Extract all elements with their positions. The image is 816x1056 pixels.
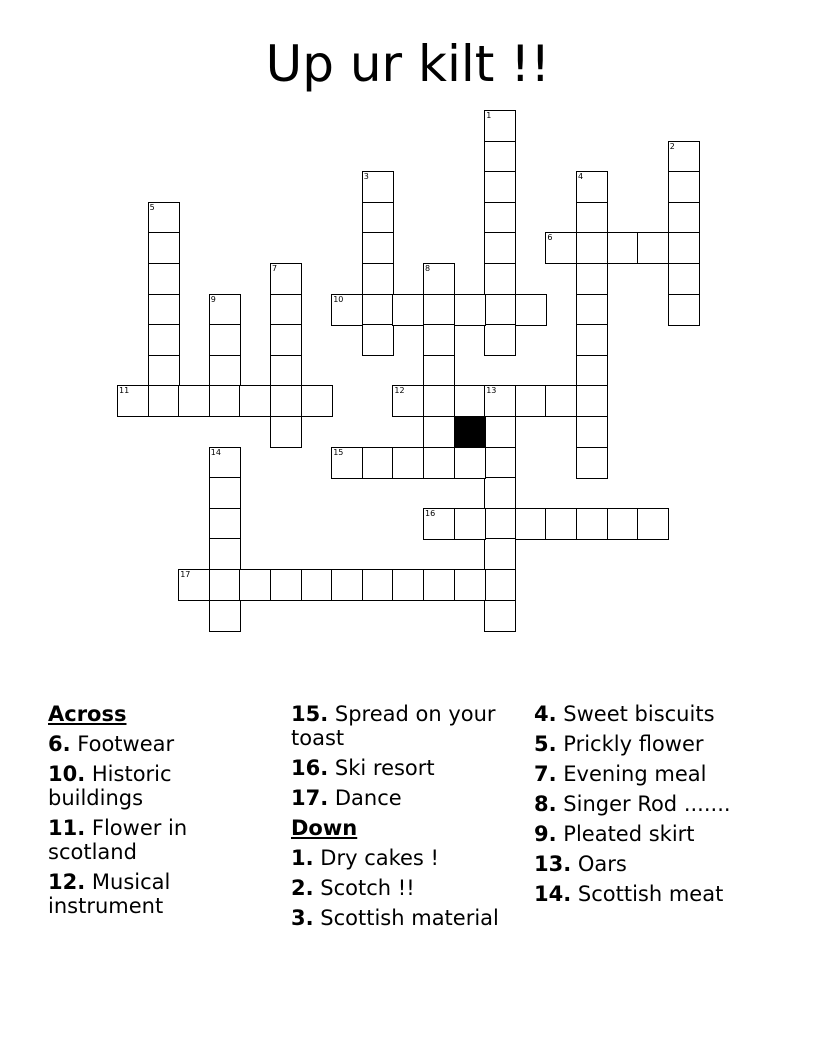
- clues-column-1: [48, 702, 273, 924]
- clues-column-2: [291, 702, 516, 936]
- grid-cell[interactable]: [362, 447, 394, 479]
- grid-cell[interactable]: [239, 385, 271, 417]
- grid-cell[interactable]: [454, 385, 486, 417]
- clue-number-9: 9: [210, 294, 216, 304]
- grid-cell[interactable]: [209, 508, 241, 540]
- grid-cell[interactable]: [331, 569, 363, 601]
- grid-cell[interactable]: [148, 324, 180, 356]
- grid-cell[interactable]: [423, 324, 455, 356]
- grid-cell[interactable]: [484, 232, 516, 264]
- grid-cell[interactable]: [484, 263, 516, 295]
- grid-cell[interactable]: [484, 171, 516, 203]
- grid-cell[interactable]: [362, 232, 394, 264]
- grid-cell[interactable]: [209, 569, 241, 601]
- grid-cell[interactable]: [362, 569, 394, 601]
- grid-cell[interactable]: [362, 263, 394, 295]
- grid-cell[interactable]: [423, 569, 455, 601]
- clue-down-4: 4. Sweet biscuits: [534, 702, 715, 726]
- grid-cell[interactable]: [270, 294, 302, 326]
- clue-number-4: 4: [578, 172, 584, 182]
- grid-cell[interactable]: [484, 508, 516, 540]
- grid-cell[interactable]: [576, 355, 608, 387]
- grid-cell[interactable]: [576, 508, 608, 540]
- grid-cell[interactable]: [209, 385, 241, 417]
- grid-cell[interactable]: [576, 385, 608, 417]
- puzzle-title: Up ur kilt !!: [265, 35, 551, 93]
- clue-number-15: 15: [333, 447, 344, 457]
- grid-cell[interactable]: [423, 447, 455, 479]
- grid-cell[interactable]: [423, 294, 455, 326]
- grid-cell[interactable]: [148, 263, 180, 295]
- clue-down-1: 1. Dry cakes !: [291, 846, 439, 870]
- clue-number-1: 1: [486, 111, 492, 120]
- grid-cell[interactable]: [148, 355, 180, 387]
- grid-cell[interactable]: [668, 294, 700, 326]
- grid-cell[interactable]: [545, 385, 577, 417]
- grid-cell[interactable]: [515, 508, 547, 540]
- grid-cell[interactable]: [392, 569, 424, 601]
- grid-cell[interactable]: [484, 538, 516, 570]
- clue-number-12: 12: [394, 386, 405, 396]
- grid-cell[interactable]: [148, 385, 180, 417]
- clue-down-7: 7. Evening meal: [534, 762, 707, 786]
- grid-cell[interactable]: [576, 263, 608, 295]
- grid-cell[interactable]: [515, 385, 547, 417]
- grid-cell[interactable]: [576, 232, 608, 264]
- clue-number-6: 6: [547, 233, 553, 243]
- grid-cell[interactable]: [270, 385, 302, 417]
- clue-number-11: 11: [119, 386, 130, 396]
- clue-down-5: 5. Prickly flower: [534, 732, 704, 756]
- clues-column-3: [534, 702, 759, 912]
- clue-across-17: 17. Dance: [291, 786, 402, 810]
- clue-number-10: 10: [333, 294, 344, 304]
- grid-cell[interactable]: [484, 569, 516, 601]
- grid-cell[interactable]: [484, 141, 516, 173]
- grid-cell[interactable]: [454, 508, 486, 540]
- grid-cell[interactable]: [209, 477, 241, 509]
- down-heading: Down: [291, 816, 358, 840]
- grid-cell[interactable]: [270, 355, 302, 387]
- clue-down-2: 2. Scotch !!: [291, 876, 415, 900]
- grid-cell[interactable]: [454, 294, 486, 326]
- grid-cell[interactable]: [209, 538, 241, 570]
- clue-number-5: 5: [149, 202, 155, 212]
- grid-cell[interactable]: [484, 324, 516, 356]
- clue-number-16: 16: [425, 508, 436, 518]
- grid-cell[interactable]: [178, 385, 210, 417]
- grid-cell[interactable]: [484, 477, 516, 509]
- grid-cell[interactable]: [362, 324, 394, 356]
- grid-cell[interactable]: [270, 569, 302, 601]
- grid-cell[interactable]: [423, 355, 455, 387]
- grid-cell[interactable]: [637, 232, 669, 264]
- clue-down-3: 3. Scottish material: [291, 906, 499, 930]
- grid-cell[interactable]: [576, 294, 608, 326]
- clue-down-14: 14. Scottish meat: [534, 882, 724, 906]
- grid-cell[interactable]: [209, 324, 241, 356]
- grid-cell[interactable]: [301, 569, 333, 601]
- grid-cell[interactable]: [454, 447, 486, 479]
- grid-cell[interactable]: [148, 232, 180, 264]
- grid-cell[interactable]: [239, 569, 271, 601]
- grid-cell[interactable]: [301, 385, 333, 417]
- black-square: [454, 416, 486, 448]
- grid-cell[interactable]: [362, 294, 394, 326]
- grid-cell[interactable]: [392, 294, 424, 326]
- grid-cell[interactable]: [484, 294, 516, 326]
- grid-cell[interactable]: [362, 202, 394, 234]
- grid-cell[interactable]: [668, 171, 700, 203]
- grid-cell[interactable]: [484, 202, 516, 234]
- clue-across-6: 6. Footwear: [48, 732, 175, 756]
- clue-number-17: 17: [180, 570, 191, 579]
- grid-cell[interactable]: [576, 324, 608, 356]
- clue-number-8: 8: [425, 264, 431, 273]
- grid-cell[interactable]: [607, 508, 639, 540]
- grid-cell[interactable]: [607, 232, 639, 264]
- clue-number-3: 3: [363, 172, 369, 182]
- grid-cell[interactable]: [423, 385, 455, 417]
- clue-number-13: 13: [486, 386, 497, 396]
- grid-cell[interactable]: [392, 447, 424, 479]
- grid-cell[interactable]: [668, 263, 700, 295]
- clue-number-14: 14: [210, 447, 221, 457]
- clue-number-2: 2: [669, 141, 675, 151]
- grid-cell[interactable]: [637, 508, 669, 540]
- grid-cell[interactable]: [668, 202, 700, 234]
- clue-across-12: 12. Musical instrument: [48, 870, 171, 918]
- grid-cell[interactable]: [209, 355, 241, 387]
- grid-cell[interactable]: [545, 508, 577, 540]
- grid-cell[interactable]: [576, 447, 608, 479]
- grid-cell[interactable]: [209, 600, 241, 632]
- grid-cell[interactable]: [668, 232, 700, 264]
- grid-cell[interactable]: [454, 569, 486, 601]
- grid-cell[interactable]: [270, 324, 302, 356]
- clue-number-7: 7: [272, 264, 278, 273]
- grid-cell[interactable]: [515, 294, 547, 326]
- clue-across-15: 15. Spread on your toast: [291, 702, 496, 750]
- across-heading: Across: [48, 702, 127, 726]
- clue-down-8: 8. Singer Rod .......: [534, 792, 731, 816]
- clue-across-11: 11. Flower in scotland: [48, 816, 188, 864]
- clue-across-16: 16. Ski resort: [291, 756, 435, 780]
- grid-cell[interactable]: [484, 447, 516, 479]
- grid-cell[interactable]: [423, 416, 455, 448]
- grid-cell[interactable]: [484, 416, 516, 448]
- grid-cell[interactable]: [148, 294, 180, 326]
- clue-down-13: 13. Oars: [534, 852, 627, 876]
- grid-cell[interactable]: [576, 416, 608, 448]
- clue-down-9: 9. Pleated skirt: [534, 822, 695, 846]
- grid-cell[interactable]: [484, 600, 516, 632]
- grid-cell[interactable]: [270, 416, 302, 448]
- grid-cell[interactable]: [576, 202, 608, 234]
- clue-across-10: 10. Historic buildings: [48, 762, 172, 810]
